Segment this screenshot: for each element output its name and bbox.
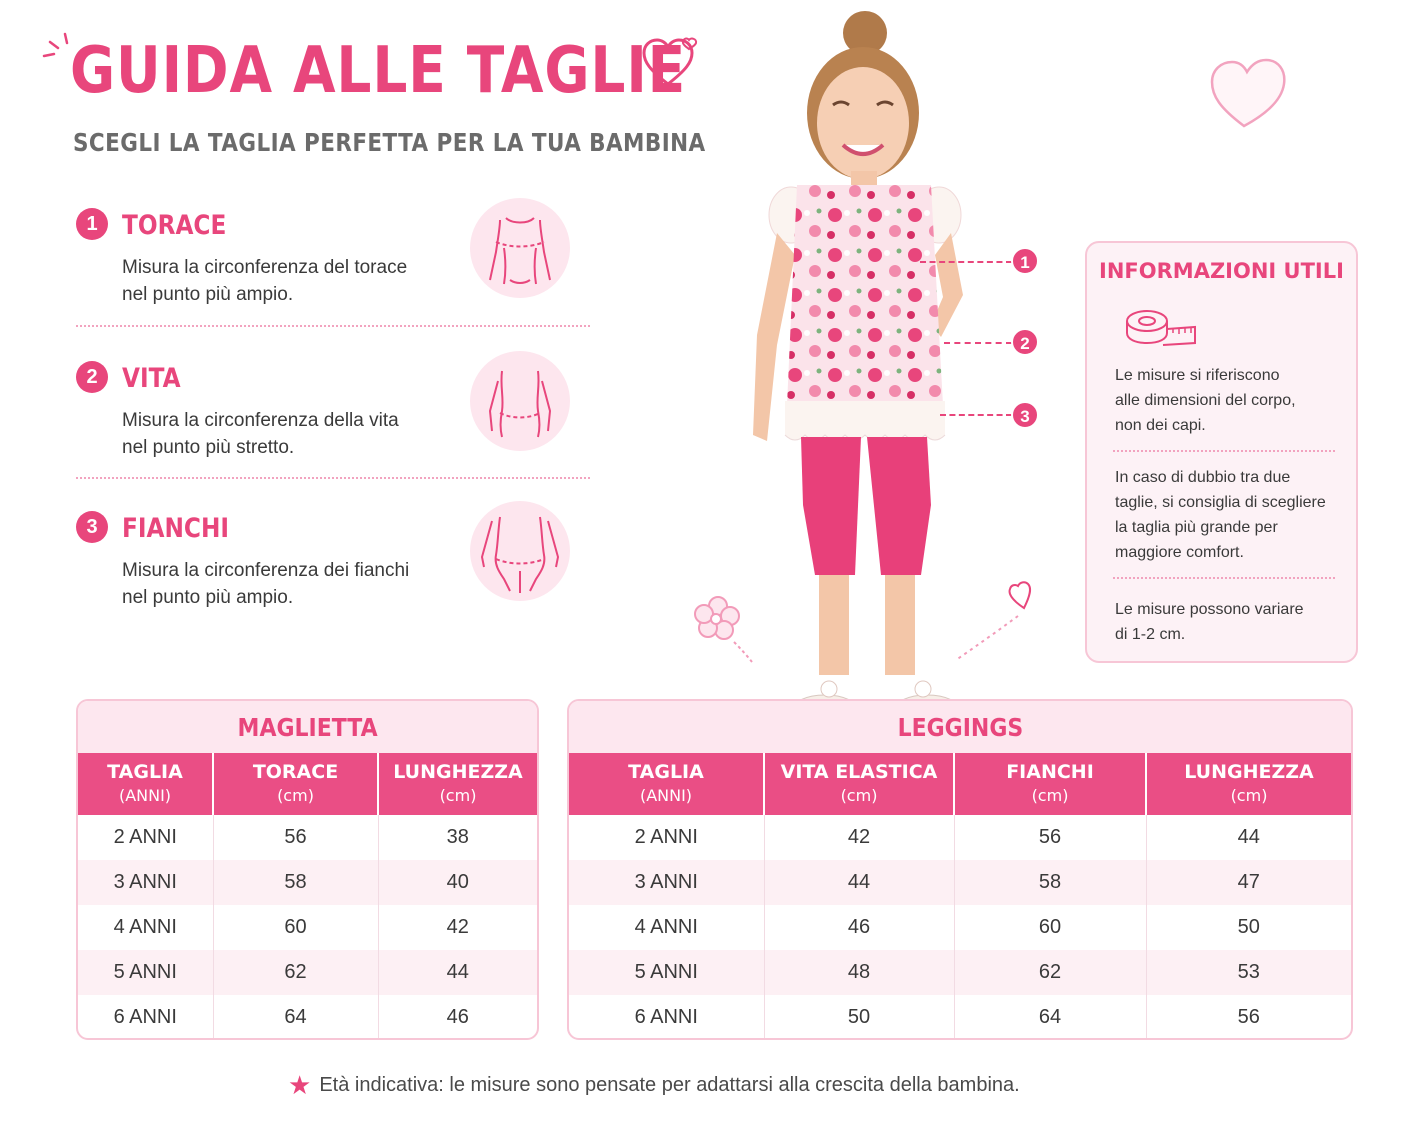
- info-note: Le misure si riferiscono alle dimensioni del corpo, non dei capi.: [1115, 367, 1296, 434]
- info-panel: [1085, 241, 1358, 663]
- divider: [76, 477, 590, 479]
- heart-outline-icon: [1206, 54, 1292, 132]
- measure-section-fianchi: [76, 509, 590, 629]
- page-title: GUIDA ALLE TAGLIE: [70, 34, 687, 108]
- marker-line: [944, 342, 1012, 344]
- hips-measure-icon: [470, 501, 570, 601]
- table-row: 6 ANNI 64 46: [78, 995, 537, 1040]
- waist-measure-icon: [470, 351, 570, 451]
- divider: [1113, 450, 1335, 452]
- measuring-tape-icon: [1123, 303, 1199, 351]
- step-number: 3: [76, 511, 108, 543]
- footnote: ★ Età indicativa: le misure sono pensate per adattarsi alla crescita della bambina.: [288, 1070, 1020, 1100]
- info-note: Le misure possono variare di 1-2 cm.: [1115, 601, 1304, 643]
- maglietta-size-table: [76, 699, 539, 1040]
- table-row: 3 ANNI 44 58 47: [569, 860, 1351, 905]
- star-icon: ★: [288, 1070, 312, 1100]
- column-header: VITA ELASTICA (cm): [764, 753, 954, 815]
- measure-title: FIANCHI: [122, 513, 230, 544]
- measure-title: TORACE: [122, 210, 227, 241]
- measure-description: Misura la circonferenza della vita nel punto più stretto.: [122, 410, 399, 458]
- column-header: LUNGHEZZA (cm): [1146, 753, 1351, 815]
- marker-line: [940, 414, 1012, 416]
- column-header: FIANCHI (cm): [954, 753, 1146, 815]
- photo-marker-3: 3: [1011, 401, 1039, 429]
- small-heart-icon: [948, 580, 1040, 664]
- table-row: 4 ANNI 60 42: [78, 905, 537, 950]
- table-row: 3 ANNI 58 40: [78, 860, 537, 905]
- measure-section-torace: [76, 206, 590, 326]
- column-header: TAGLIA (ANNI): [569, 753, 764, 815]
- photo-marker-1: 1: [1011, 247, 1039, 275]
- table-title: LEGGINGS: [569, 701, 1351, 753]
- measure-section-vita: [76, 359, 590, 479]
- table-row: 5 ANNI 48 62 53: [569, 950, 1351, 995]
- step-number: 2: [76, 361, 108, 393]
- page-subtitle: SCEGLI LA TAGLIA PERFETTA PER LA TUA BAMBINA: [73, 128, 706, 157]
- table-row: 4 ANNI 46 60 50: [569, 905, 1351, 950]
- table-row: 5 ANNI 62 44: [78, 950, 537, 995]
- info-title: INFORMAZIONI UTILI: [1099, 259, 1344, 283]
- table-row: 2 ANNI 56 38: [78, 815, 537, 860]
- photo-marker-2: 2: [1011, 328, 1039, 356]
- flower-icon: [694, 596, 764, 668]
- heart-icon: [640, 36, 704, 88]
- column-header: LUNGHEZZA (cm): [378, 753, 537, 815]
- leggings-size-table: [567, 699, 1353, 1040]
- marker-line: [920, 261, 1012, 263]
- measure-title: VITA: [122, 363, 181, 394]
- table-row: 6 ANNI 50 64 56: [569, 995, 1351, 1040]
- step-number: 1: [76, 208, 108, 240]
- table-title: MAGLIETTA: [78, 701, 537, 753]
- table-row: 2 ANNI 42 56 44: [569, 815, 1351, 860]
- divider: [76, 325, 590, 327]
- chest-measure-icon: [470, 198, 570, 298]
- measure-description: Misura la circonferenza del torace nel punto più ampio.: [122, 257, 408, 305]
- info-note: In caso di dubbio tra due taglie, si consiglia di scegliere la taglia più grande per maggiore comfort.: [1115, 469, 1326, 561]
- column-header: TAGLIA (ANNI): [78, 753, 213, 815]
- measure-description: Misura la circonferenza dei fianchi nel punto più ampio.: [122, 560, 410, 608]
- divider: [1113, 577, 1335, 579]
- column-header: TORACE (cm): [213, 753, 378, 815]
